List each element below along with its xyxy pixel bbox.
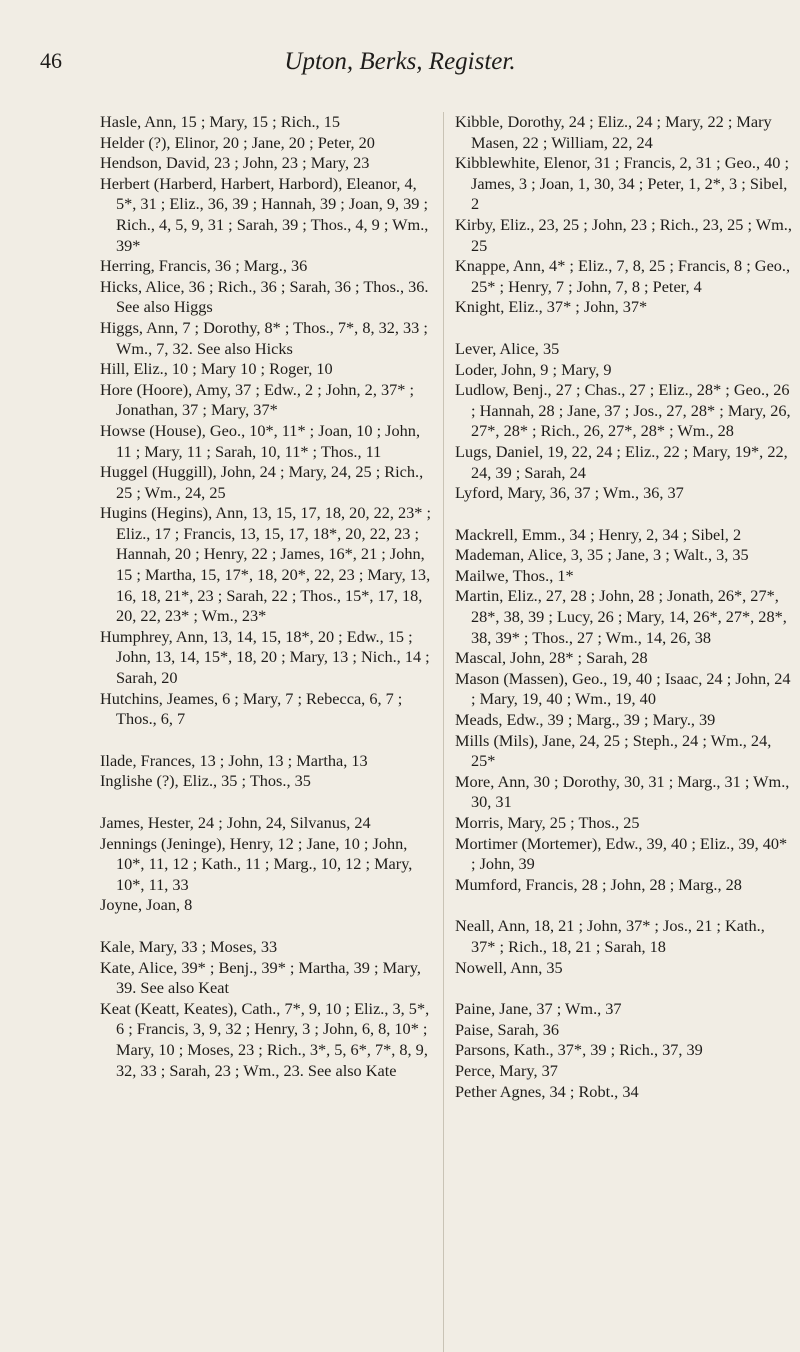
- section-gap: [455, 318, 793, 339]
- index-entry: Kibble, Dorothy, 24 ; Eliz., 24 ; Mary, 22 ; Mary Masen, 22 ; William, 22, 24: [455, 112, 772, 152]
- index-entry: Mumford, Francis, 28 ; John, 28 ; Marg., 28: [455, 874, 742, 894]
- section-gap: [455, 895, 793, 916]
- index-entry: Joyne, Joan, 8: [100, 895, 193, 915]
- index-entry: Mason (Massen), Geo., 19, 40 ; Isaac, 24 ; John, 24 ; Mary, 19, 40 ; Wm., 19, 40: [455, 668, 791, 709]
- page-header: [40, 48, 760, 84]
- index-entry: Parsons, Kath., 37*, 39 ; Rich., 37, 39: [455, 1040, 703, 1060]
- index-entry: Jennings (Jeninge), Henry, 12 ; Jane, 10 ; John, 10*, 11, 12 ; Kath., 11 ; Marg., 10, 12 ; Mary, 10*, 11, 33: [100, 833, 413, 894]
- index-entry: Hore (Hoore), Amy, 37 ; Edw., 2 ; John, 2, 37* ; Jonathan, 37 ; Mary, 37*: [100, 379, 414, 420]
- index-entry: Herring, Francis, 36 ; Marg., 36: [100, 256, 308, 276]
- section-gap: [100, 730, 432, 751]
- index-entry: Hasle, Ann, 15 ; Mary, 15 ; Rich., 15: [100, 112, 340, 131]
- index-entry: Howse (House), Geo., 10*, 11* ; Joan, 10 ; John, 11 ; Mary, 11 ; Sarah, 10, 11* ; Thos., 11: [100, 420, 421, 461]
- index-entry: Kate, Alice, 39* ; Benj., 39* ; Martha, 39 ; Mary, 39. See also Keat: [100, 957, 421, 998]
- index-entry: Meads, Edw., 39 ; Marg., 39 ; Mary., 39: [455, 710, 716, 730]
- index-entry: Humphrey, Ann, 13, 14, 15, 18*, 20 ; Edw., 15 ; John, 13, 14, 15*, 18, 20 ; Mary, 13 ; Nich., 14 ; Sarah, 20: [100, 626, 430, 688]
- index-entry: Paise, Sarah, 36: [455, 1019, 559, 1039]
- index-entry: Mailwe, Thos., 1*: [455, 565, 574, 585]
- index-entry: Helder (?), Elinor, 20 ; Jane, 20 ; Peter, 20: [100, 132, 375, 152]
- index-entry: Inglishe (?), Eliz., 35 ; Thos., 35: [100, 771, 311, 791]
- index-entry: Kirby, Eliz., 23, 25 ; John, 23 ; Rich., 23, 25 ; Wm., 25: [455, 214, 792, 255]
- index-entry: Hendson, David, 23 ; John, 23 ; Mary, 23: [100, 153, 370, 173]
- index-entry: Knappe, Ann, 4* ; Eliz., 7, 8, 25 ; Francis, 8 ; Geo., 25* ; Henry, 7 ; John, 7, 8 ; Peter, 4: [455, 256, 791, 296]
- column-divider: [443, 112, 444, 1352]
- index-entry: Paine, Jane, 37 ; Wm., 37: [455, 999, 622, 1019]
- index-entry: Nowell, Ann, 35: [455, 957, 563, 977]
- index-entry: Hicks, Alice, 36 ; Rich., 36 ; Sarah, 36 ; Thos., 36. See also Higgs: [100, 276, 429, 317]
- section-gap: [455, 504, 793, 525]
- index-entry: Neall, Ann, 18, 21 ; John, 37* ; Jos., 21 ; Kath., 37* ; Rich., 18, 21 ; Sarah, 18: [455, 916, 765, 956]
- index-column-right: [455, 112, 793, 1102]
- index-entry: Loder, John, 9 ; Mary, 9: [455, 359, 612, 379]
- index-entry: Knight, Eliz., 37* ; John, 37*: [455, 297, 648, 317]
- index-entry: Ilade, Frances, 13 ; John, 13 ; Martha, 13: [100, 750, 368, 770]
- section-gap: [455, 978, 793, 999]
- index-entry: Martin, Eliz., 27, 28 ; John, 28 ; Jonath, 26*, 27*, 28*, 38, 39 ; Lucy, 26 ; Mary, 14, 26*, 27*, 28*, 38, 39* ; Thos., 27 ; Wm., 14, 26, 38: [455, 586, 787, 647]
- index-entry: Lyford, Mary, 36, 37 ; Wm., 36, 37: [455, 483, 684, 503]
- index-entry: Kibblewhite, Elenor, 31 ; Francis, 2, 31 ; Geo., 40 ; James, 3 ; Joan, 1, 30, 34 ; Peter, 1, 2*, 3 ; Sibel, 2: [455, 153, 789, 214]
- index-entry: Huggel (Huggill), John, 24 ; Mary, 24, 25 ; Rich., 25 ; Wm., 24, 25: [100, 462, 424, 502]
- index-entry: Herbert (Harberd, Harbert, Harbord), Eleanor, 4, 5*, 31 ; Eliz., 36, 39 ; Hannah, 39 ; Joan, 9, 39 ; Rich., 4, 5, 9, 31 ; Sarah, 39 ; Thos., 4, 9 ; Wm., 39*: [100, 173, 429, 255]
- index-entry: Mademan, Alice, 3, 35 ; Jane, 3 ; Walt., 3, 35: [455, 545, 749, 565]
- index-entry: Mascal, John, 28* ; Sarah, 28: [455, 648, 648, 668]
- index-entry: Pether Agnes, 34 ; Robt., 34: [455, 1081, 639, 1101]
- index-entry: Mackrell, Emm., 34 ; Henry, 2, 34 ; Sibel, 2: [455, 524, 742, 544]
- index-entry: Mortimer (Mortemer), Edw., 39, 40 ; Eliz., 39, 40* ; John, 39: [455, 833, 788, 874]
- section-gap: [100, 792, 432, 813]
- index-entry: Mills (Mils), Jane, 24, 25 ; Steph., 24 ; Wm., 24, 25*: [455, 730, 772, 771]
- page-number: 46: [40, 48, 62, 73]
- index-entry: Perce, Mary, 37: [455, 1060, 558, 1080]
- index-entry: Hugins (Hegins), Ann, 13, 15, 17, 18, 20, 22, 23* ; Eliz., 17 ; Francis, 13, 15, 17, 18*, 20, 22, 23 ; Hannah, 20 ; Henry, 22 ; James, 16*, 21 ; John, 15 ; Martha, 15, 17*, 18, 20*, 22, 23 ; Mary, 13, 16, 18, 21*, 23 ; Sarah, 22 ; Thos., 15*, 17, 18, 20, 22, 23* ; Wm., 23*: [100, 503, 432, 626]
- index-entry: Lever, Alice, 35: [455, 338, 560, 358]
- index-entry: Keat (Keatt, Keates), Cath., 7*, 9, 10 ; Eliz., 3, 5*, 6 ; Francis, 3, 9, 32 ; Henry, 3 ; John, 6, 8, 10* ; Mary, 10 ; Moses, 23 ; Rich., 3*, 5, 6*, 7*, 8, 9, 32, 33 ; Sarah, 23 ; Wm., 23. See also Kate: [100, 998, 430, 1080]
- index-entry: James, Hester, 24 ; John, 24, Silvanus, 24: [100, 813, 371, 832]
- index-entry: Higgs, Ann, 7 ; Dorothy, 8* ; Thos., 7*, 8, 32, 33 ; Wm., 7, 32. See also Hicks: [100, 317, 428, 358]
- index-entry: Kale, Mary, 33 ; Moses, 33: [100, 936, 278, 956]
- index-entry: Hill, Eliz., 10 ; Mary 10 ; Roger, 10: [100, 359, 333, 379]
- index-entry: Morris, Mary, 25 ; Thos., 25: [455, 813, 640, 832]
- index-entry: Hutchins, Jeames, 6 ; Mary, 7 ; Rebecca, 6, 7 ; Thos., 6, 7: [100, 688, 403, 729]
- index-entry: Lugs, Daniel, 19, 22, 24 ; Eliz., 22 ; Mary, 19*, 22, 24, 39 ; Sarah, 24: [455, 441, 788, 482]
- index-entry: More, Ann, 30 ; Dorothy, 30, 31 ; Marg., 31 ; Wm., 30, 31: [455, 771, 790, 812]
- index-column-left: [100, 112, 432, 1081]
- index-entry: Ludlow, Benj., 27 ; Chas., 27 ; Eliz., 28* ; Geo., 26 ; Hannah, 28 ; Jane, 37 ; Jos., 27, 28* ; Mary, 26, 27*, 28* ; Rich., 26, 27*, 28* ; Wm., 28: [455, 380, 791, 441]
- section-gap: [100, 916, 432, 937]
- running-title: Upton, Berks, Register.: [284, 48, 516, 75]
